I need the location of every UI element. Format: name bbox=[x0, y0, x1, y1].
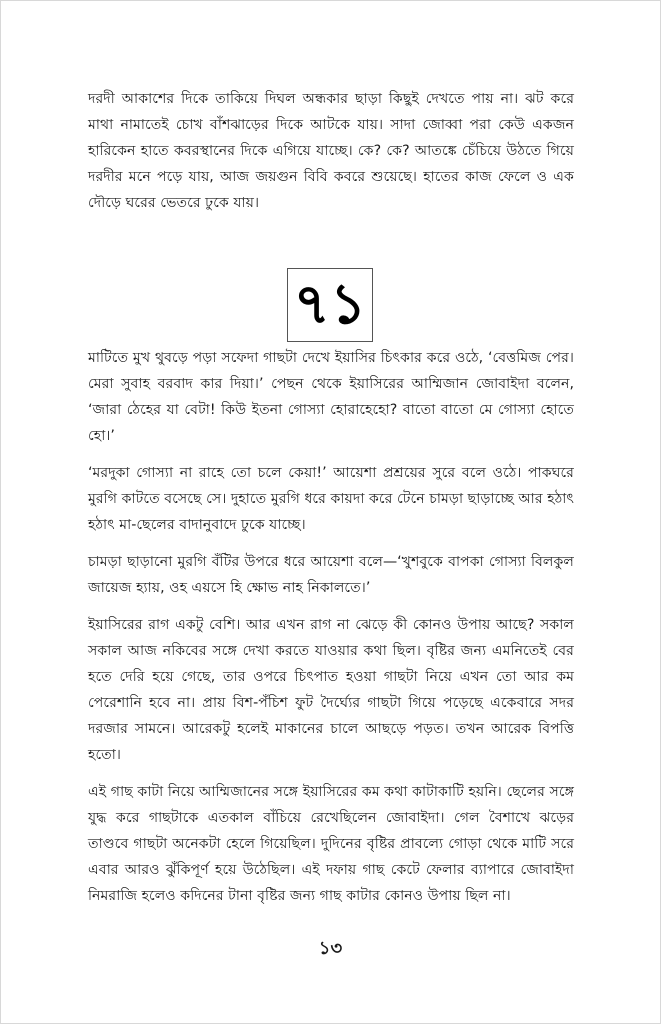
opening-text-block bbox=[88, 86, 574, 227]
paragraph: এই গাছ কাটা নিয়ে আম্মিজানের সঙ্গে ইয়াসিরের কম কথা কাটাকাটি হয়নি। ছেলের সঙ্গে যুদ্ধ করে গাছটাকে এতকাল বাঁচিয়ে রেখেছিলেন জোবাইদা। গেল বৈশাখে ঝড়ের তাণ্ডবে গাছটা অনেকটা হেলে গিয়েছিল। দুদিনের বৃষ্টির প্রাবল্যে গোড়া থেকে মাটি সরে এবার আরও ঝুঁকিপূর্ণ হয়ে উঠেছিল। এই দফায় গাছ কেটে ফেলার ব্যাপারে জোবাইদা নিমরাজি হলেও কদিনের টানা বৃষ্টির জন্য গাছ কাটার কোনও উপায় ছিল না। bbox=[88, 784, 574, 904]
page-number: ১৩ bbox=[318, 938, 343, 959]
paragraph: ‘মরদুকা গোস্যা না রাহে তো চলে কেয়া!’ আয়েশা প্রশ্রয়ের সুরে বলে ওঠে। পাকঘরে মুরগি কাটতে বসেছে সে। দুহাতে মুরগি ধরে কায়দা করে টেনে চামড়া ছাড়াচ্ছে আর হঠাৎ হঠাৎ মা-ছেলের বাদানুবাদে ঢুকে যাচ্ছে। bbox=[88, 465, 574, 533]
chapter-text-block bbox=[88, 345, 574, 920]
paragraph: মাটিতে মুখ থুবড়ে পড়া সফেদা গাছটা দেখে ইয়াসির চিৎকার করে ওঠে, ‘বেত্তমিজ পের। মেরা সুবাহ বরবাদ কার দিয়া।’ পেছন থেকে ইয়াসিরের আম্মিজান জোবাইদা বলেন, ‘জারা ঠেহের যা বেটা! কিউ ইতনা গোস্যা হোরাহেহো? বাতো বাতো মে গোস্যা হোতে হো।’ bbox=[88, 350, 574, 444]
opening-paragraph: দরদী আকাশের দিকে তাকিয়ে দিঘল অন্ধকার ছাড়া কিছুই দেখতে পায় না। ঝট করে মাথা নামাতেই চোখ বাঁশঝাড়ের দিকে আটকে যায়। সাদা জোব্বা পরা কেউ একজন হারিকেন হাতে কবরস্থানের দিকে এগিয়ে যাচ্ছে। কে? কে? আতঙ্কে চেঁচিয়ে উঠতে গিয়ে দরদীর মনে পড়ে যায়, আজ জয়গুন বিবি কবরে শুয়েছে। হাতের কাজ ফেলে ও এক দৌড়ে ঘরের ভেতরে ঢুকে যায়। bbox=[88, 91, 574, 211]
paragraph: চামড়া ছাড়ানো মুরগি বঁটির উপরে ধরে আয়েশা বলে—‘খুশবুকে বাপকা গোস্যা বিলকুল জায়েজ হ্যায়, ওহ এয়সে হি ক্ষোভ নাহ নিকালতে।’ bbox=[88, 554, 574, 596]
paragraph: ইয়াসিরের রাগ একটু বেশি। আর এখন রাগ না ঝেড়ে কী কোনও উপায় আছে? সকাল সকাল আজ নকিবের সঙ্গে দেখা করতে যাওয়ার কথা ছিল। বৃষ্টির জন্য এমনিতেই বের হতে দেরি হয়ে গেছে, তার ওপরে চিৎপাত হওয়া গাছটা নিয়ে এখন তো আর কম পেরেশানি হবে না। প্রায় বিশ-পঁচিশ ফুট দৈর্ঘ্যের গাছটা গিয়ে পড়েছে একেবারে সদর দরজার সামনে। আরেকটু হলেই মাকানের চালে আছড়ে পড়ত। তখন আরেক বিপত্তি হতো। bbox=[88, 617, 574, 763]
chapter-number: ৭১ bbox=[293, 272, 367, 337]
chapter-number-box bbox=[287, 268, 373, 342]
